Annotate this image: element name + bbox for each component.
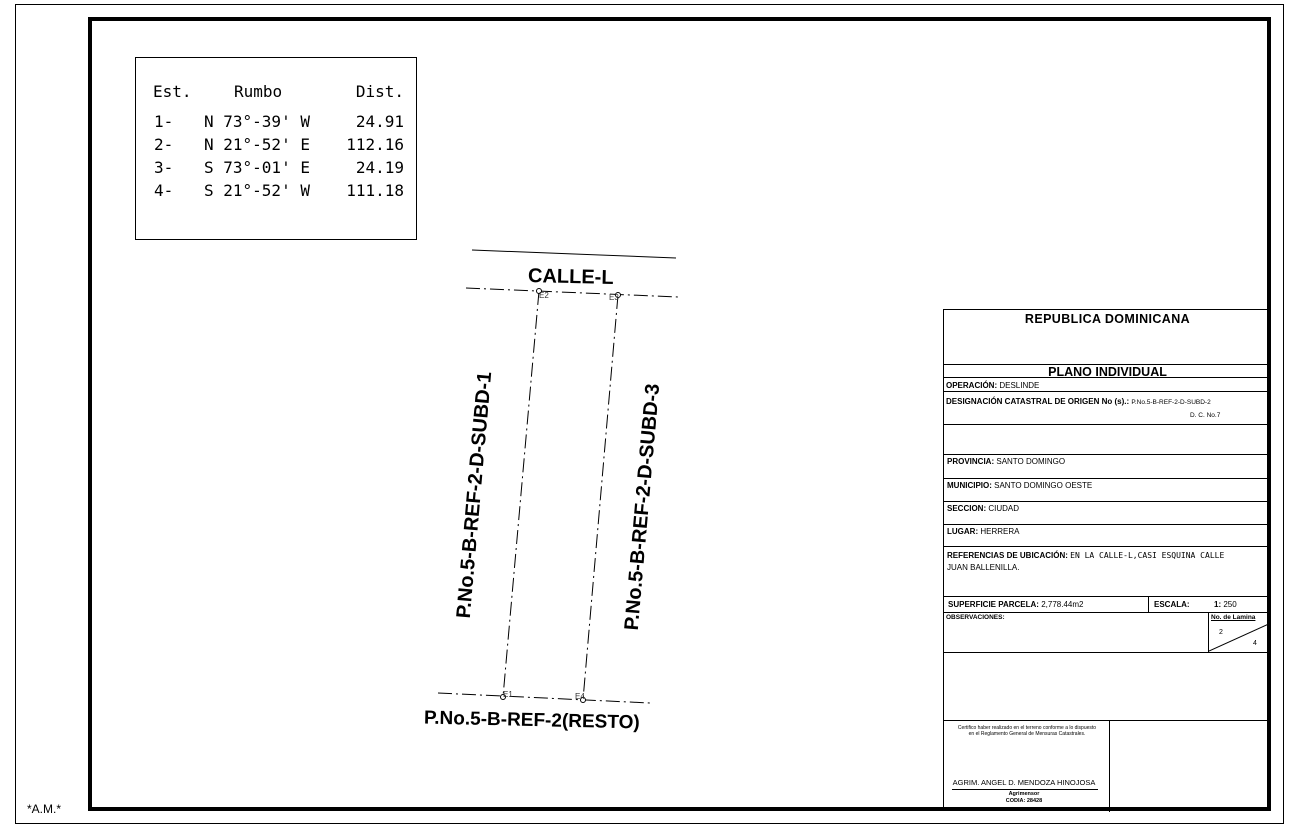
lot-bottom-label: P.No.5-B-REF-2(RESTO) xyxy=(423,707,640,734)
escala-value: 250 xyxy=(1223,600,1237,609)
title-block xyxy=(943,309,1271,811)
seccion-cell xyxy=(944,502,1271,525)
lugar-label: LUGAR: xyxy=(947,527,979,536)
designacion-cell xyxy=(944,392,1271,425)
referencias-value: EN LA CALLE-L,CASI ESQUINA CALLE xyxy=(1070,551,1225,560)
municipio-cell xyxy=(944,479,1271,502)
row-bearing: N 73°-39' W xyxy=(204,112,310,131)
designacion-label: DESIGNACIÓN CATASTRAL DE ORIGEN No (s).: xyxy=(946,397,1130,406)
referencias-value-2: JUAN BALLENILLA. xyxy=(947,563,1020,572)
header-rumbo: Rumbo xyxy=(234,82,283,101)
operacion-label: OPERACIÓN: xyxy=(946,381,998,390)
row-distance: 24.91 xyxy=(355,112,404,131)
certification-cell xyxy=(944,721,1110,812)
lugar-cell xyxy=(944,525,1271,547)
plan-type-title: PLANO INDIVIDUAL xyxy=(1048,365,1167,379)
superficie-value: 2,778.44m2 xyxy=(1041,600,1084,609)
provincia-cell xyxy=(944,455,1271,479)
municipio-label: MUNICIPIO: xyxy=(947,481,992,490)
observaciones-label: OBSERVACIONES: xyxy=(946,614,1005,621)
header-est: Est. xyxy=(153,82,192,101)
surveyor-name: AGRIM. ANGEL D. MENDOZA HINOJOSA xyxy=(952,778,1096,787)
seccion-label: SECCION: xyxy=(947,504,987,513)
row-station: 4- xyxy=(154,181,174,200)
lamina-total: 4 xyxy=(1253,640,1257,647)
superficie-cell xyxy=(944,597,1271,613)
row-station: 1- xyxy=(154,112,174,131)
point-label-e4: E4 xyxy=(575,692,585,701)
lot-right-label: P.No.5-B-REF-2-D-SUBD-3 xyxy=(620,382,665,632)
observaciones-cell xyxy=(944,613,1271,653)
point-label-e3: E3 xyxy=(609,293,619,302)
escala-label: ESCALA: xyxy=(1154,600,1190,609)
lamina-box xyxy=(1208,613,1271,653)
cert-line-1: Certifico haber realizado en el terreno conforme a lo dispuesto xyxy=(957,725,1097,731)
row-bearing: S 73°-01' E xyxy=(204,158,310,177)
cert-line-2: en el Reglamento General de Mensuras Catastrales. xyxy=(968,731,1086,737)
country-title: REPUBLICA DOMINICANA xyxy=(1024,312,1191,326)
municipio-value: SANTO DOMINGO OESTE xyxy=(994,481,1093,490)
header-cell xyxy=(944,310,1271,365)
row-bearing: S 21°-52' W xyxy=(204,181,310,200)
point-label-e2: E2 xyxy=(539,291,549,300)
row-station: 2- xyxy=(154,135,174,154)
drafter-initials: *A.M.* xyxy=(27,802,62,816)
operacion-value: DESLINDE xyxy=(999,381,1040,390)
row-bearing: N 21°-52' E xyxy=(204,135,310,154)
lot-left-boundary xyxy=(503,291,539,697)
operacion-cell xyxy=(944,377,1271,392)
row-distance: 112.16 xyxy=(346,135,404,154)
surveyor-codia: CODIA: 28428 xyxy=(1005,798,1043,804)
escala-divider xyxy=(1148,597,1149,613)
referencias-label: REFERENCIAS DE UBICACIÓN: xyxy=(947,551,1068,560)
escala-ratio-prefix: 1: xyxy=(1214,600,1222,609)
point-label-e1: E1 xyxy=(503,690,513,699)
street-edge-line xyxy=(472,250,676,258)
lot-right-boundary xyxy=(583,295,618,700)
lugar-value: HERRERA xyxy=(980,527,1020,536)
superficie-label: SUPERFICIE PARCELA: xyxy=(948,600,1039,609)
referencias-cell xyxy=(944,547,1271,597)
provincia-value: SANTO DOMINGO xyxy=(996,457,1066,466)
row-station: 3- xyxy=(154,158,174,177)
dc-value: D. C. No.7 xyxy=(1190,412,1221,419)
bottom-boundary-line xyxy=(438,693,650,703)
header-dist: Dist. xyxy=(355,82,404,101)
lamina-number: 2 xyxy=(1219,629,1223,636)
street-axis-line xyxy=(466,288,678,297)
lot-left-label: P.No.5-B-REF-2-D-SUBD-1 xyxy=(452,370,497,620)
provincia-label: PROVINCIA: xyxy=(947,457,995,466)
seccion-value: CIUDAD xyxy=(988,504,1020,513)
seal-cell xyxy=(944,653,1271,721)
signature-line xyxy=(952,789,1098,790)
surveyor-title: Agrimensor xyxy=(1008,791,1040,797)
row-distance: 24.19 xyxy=(355,158,404,177)
blank-cell xyxy=(944,425,1271,455)
lamina-label: No. de Lamina xyxy=(1211,614,1256,621)
row-distance: 111.18 xyxy=(346,181,404,200)
designacion-value: P.No.5-B-REF-2-D-SUBD-2 xyxy=(1131,399,1211,406)
street-label: CALLE-L xyxy=(527,265,614,289)
